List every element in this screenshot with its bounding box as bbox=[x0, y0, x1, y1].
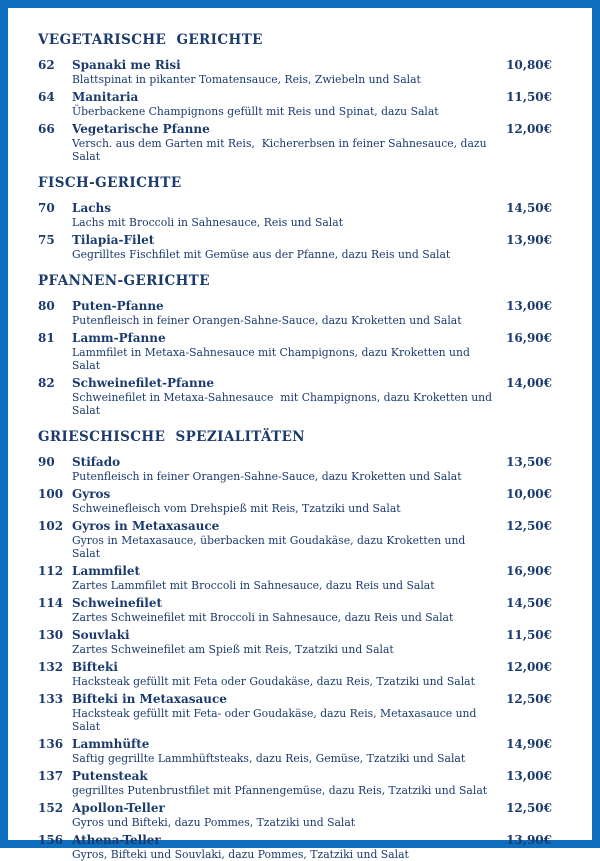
menu-item bbox=[38, 692, 552, 733]
item-number: 80 bbox=[38, 299, 55, 313]
item-main bbox=[72, 737, 496, 765]
item-description: Gyros und Bifteki, dazu Pommes, Tzatziki und Salat bbox=[72, 816, 356, 829]
item-number: 62 bbox=[38, 58, 55, 72]
item-description: Zartes Schweinefilet mit Broccoli in Sahnesauce, dazu Reis und Salat bbox=[72, 611, 454, 624]
item-main bbox=[72, 376, 496, 417]
item-number: 100 bbox=[38, 487, 64, 501]
item-description: Gyros in Metaxasauce, überbacken mit Goudakäse, dazu Kroketten und Salat bbox=[72, 534, 469, 560]
item-main bbox=[72, 455, 496, 483]
item-number: 132 bbox=[38, 660, 64, 674]
menu-section bbox=[38, 33, 552, 163]
menu-item bbox=[38, 122, 552, 163]
menu-item bbox=[38, 628, 552, 656]
item-price: 11,50€ bbox=[506, 628, 552, 642]
menu-item bbox=[38, 201, 552, 229]
item-main bbox=[72, 90, 496, 118]
item-price: 13,00€ bbox=[506, 299, 552, 313]
item-main bbox=[72, 299, 496, 327]
item-name: Stifado bbox=[72, 455, 121, 469]
item-number: 156 bbox=[38, 833, 64, 847]
item-name: Souvlaki bbox=[72, 628, 130, 642]
item-name: Spanaki me Risi bbox=[72, 58, 181, 72]
item-price: 13,50€ bbox=[506, 455, 552, 469]
item-description: Zartes Schweinefilet am Spieß mit Reis, Tzatziki und Salat bbox=[72, 643, 394, 656]
item-main bbox=[72, 122, 496, 163]
item-price: 16,90€ bbox=[506, 564, 552, 578]
item-name: Lachs bbox=[72, 201, 111, 215]
item-description: Hacksteak gefüllt mit Feta oder Goudakäse, dazu Reis, Tzatziki und Salat bbox=[72, 675, 475, 688]
menu-item bbox=[38, 801, 552, 829]
section-items bbox=[38, 455, 552, 861]
item-number: 114 bbox=[38, 596, 64, 610]
item-price: 11,50€ bbox=[506, 90, 552, 104]
item-number: 130 bbox=[38, 628, 64, 642]
menu-item bbox=[38, 299, 552, 327]
item-number: 81 bbox=[38, 331, 55, 345]
menu-item bbox=[38, 455, 552, 483]
item-number: 137 bbox=[38, 769, 64, 783]
item-price: 12,00€ bbox=[506, 122, 552, 136]
item-price: 12,50€ bbox=[506, 519, 552, 533]
item-main bbox=[72, 564, 496, 592]
item-main bbox=[72, 519, 496, 560]
item-main bbox=[72, 801, 496, 829]
menu-item bbox=[38, 833, 552, 861]
item-price: 14,00€ bbox=[506, 376, 552, 390]
item-name: Schweinefilet-Pfanne bbox=[72, 376, 215, 390]
item-main bbox=[72, 833, 496, 861]
section-items bbox=[38, 201, 552, 261]
item-number: 64 bbox=[38, 90, 55, 104]
item-main bbox=[72, 233, 496, 261]
menu-section bbox=[38, 274, 552, 417]
menu-item bbox=[38, 487, 552, 515]
item-name: Gyros bbox=[72, 487, 111, 501]
item-description: Blattspinat in pikanter Tomatensauce, Reis, Zwiebeln und Salat bbox=[72, 73, 421, 86]
item-name: Athena-Teller bbox=[72, 833, 161, 847]
item-name: Apollon-Teller bbox=[72, 801, 165, 815]
item-name: Tilapia-Filet bbox=[72, 233, 155, 247]
section-title: VEGETARISCHE GERICHTE bbox=[38, 32, 263, 48]
item-price: 13,90€ bbox=[506, 233, 552, 247]
menu-item bbox=[38, 737, 552, 765]
item-main bbox=[72, 769, 496, 797]
item-description: Putenfleisch in feiner Orangen-Sahne-Sauce, dazu Kroketten und Salat bbox=[72, 314, 462, 327]
item-price: 10,80€ bbox=[506, 58, 552, 72]
menu-item bbox=[38, 564, 552, 592]
item-price: 14,50€ bbox=[506, 596, 552, 610]
item-description: Gegrilltes Fischfilet mit Gemüse aus der Pfanne, dazu Reis und Salat bbox=[72, 248, 451, 261]
item-number: 102 bbox=[38, 519, 64, 533]
section-title: PFANNEN-GERICHTE bbox=[38, 273, 210, 289]
item-name: Putensteak bbox=[72, 769, 148, 783]
item-number: 152 bbox=[38, 801, 64, 815]
item-name: Lamm-Pfanne bbox=[72, 331, 166, 345]
item-number: 112 bbox=[38, 564, 64, 578]
item-name: Gyros in Metaxasauce bbox=[72, 519, 220, 533]
item-price: 12,50€ bbox=[506, 692, 552, 706]
item-main bbox=[72, 660, 496, 688]
item-description: Überbackene Champignons gefüllt mit Reis und Spinat, dazu Salat bbox=[72, 105, 439, 118]
menu-item bbox=[38, 660, 552, 688]
item-price: 14,50€ bbox=[506, 201, 552, 215]
item-price: 12,00€ bbox=[506, 660, 552, 674]
item-description: Lachs mit Broccoli in Sahnesauce, Reis und Salat bbox=[72, 216, 344, 229]
item-price: 14,90€ bbox=[506, 737, 552, 751]
menu-item bbox=[38, 519, 552, 560]
item-description: Schweinefilet in Metaxa-Sahnesauce mit Champignons, dazu Kroketten und Salat bbox=[72, 391, 496, 417]
item-number: 82 bbox=[38, 376, 55, 390]
item-number: 90 bbox=[38, 455, 55, 469]
item-name: Manitaria bbox=[72, 90, 139, 104]
menu-item bbox=[38, 233, 552, 261]
menu-item bbox=[38, 331, 552, 372]
menu-section bbox=[38, 430, 552, 861]
item-name: Puten-Pfanne bbox=[72, 299, 164, 313]
item-main bbox=[72, 692, 496, 733]
item-description: Lammfilet in Metaxa-Sahnesauce mit Champignons, dazu Kroketten und Salat bbox=[72, 346, 474, 372]
menu-item bbox=[38, 769, 552, 797]
item-number: 136 bbox=[38, 737, 64, 751]
item-name: Schweinefilet bbox=[72, 596, 163, 610]
item-description: gegrilltes Putenbrustfilet mit Pfannengemüse, dazu Reis, Tzatziki und Salat bbox=[72, 784, 488, 797]
item-description: Versch. aus dem Garten mit Reis, Kichererbsen in feiner Sahnesauce, dazu Salat bbox=[72, 137, 490, 163]
item-name: Bifteki bbox=[72, 660, 118, 674]
item-name: Vegetarische Pfanne bbox=[72, 122, 210, 136]
item-main bbox=[72, 331, 496, 372]
item-name: Lammfilet bbox=[72, 564, 141, 578]
section-items bbox=[38, 58, 552, 163]
menu-item bbox=[38, 596, 552, 624]
item-price: 10,00€ bbox=[506, 487, 552, 501]
section-items bbox=[38, 299, 552, 417]
item-main bbox=[72, 487, 496, 515]
item-price: 16,90€ bbox=[506, 331, 552, 345]
item-description: Gyros, Bifteki und Souvlaki, dazu Pommes, Tzatziki und Salat bbox=[72, 848, 409, 861]
item-number: 66 bbox=[38, 122, 55, 136]
item-main bbox=[72, 58, 496, 86]
menu-content bbox=[8, 8, 592, 861]
menu-section bbox=[38, 176, 552, 261]
item-number: 133 bbox=[38, 692, 64, 706]
item-description: Zartes Lammfilet mit Broccoli in Sahnesauce, dazu Reis und Salat bbox=[72, 579, 435, 592]
item-description: Schweinefleisch vom Drehspieß mit Reis, Tzatziki und Salat bbox=[72, 502, 401, 515]
item-description: Saftig gegrillte Lammhüftsteaks, dazu Reis, Gemüse, Tzatziki und Salat bbox=[72, 752, 466, 765]
section-title: GRIESCHISCHE SPEZIALITÄTEN bbox=[38, 429, 306, 445]
item-number: 70 bbox=[38, 201, 55, 215]
item-name: Bifteki in Metaxasauce bbox=[72, 692, 227, 706]
item-description: Hacksteak gefüllt mit Feta- oder Goudakäse, dazu Reis, Metaxasauce und Salat bbox=[72, 707, 480, 733]
item-description: Putenfleisch in feiner Orangen-Sahne-Sauce, dazu Kroketten und Salat bbox=[72, 470, 462, 483]
item-main bbox=[72, 596, 496, 624]
item-main bbox=[72, 628, 496, 656]
item-number: 75 bbox=[38, 233, 55, 247]
menu-item bbox=[38, 376, 552, 417]
section-title: FISCH-GERICHTE bbox=[38, 175, 182, 191]
item-price: 12,50€ bbox=[506, 801, 552, 815]
item-name: Lammhüfte bbox=[72, 737, 150, 751]
menu-item bbox=[38, 58, 552, 86]
menu-item bbox=[38, 90, 552, 118]
item-price: 13,00€ bbox=[506, 769, 552, 783]
item-price: 13,90€ bbox=[506, 833, 552, 847]
item-main bbox=[72, 201, 496, 229]
